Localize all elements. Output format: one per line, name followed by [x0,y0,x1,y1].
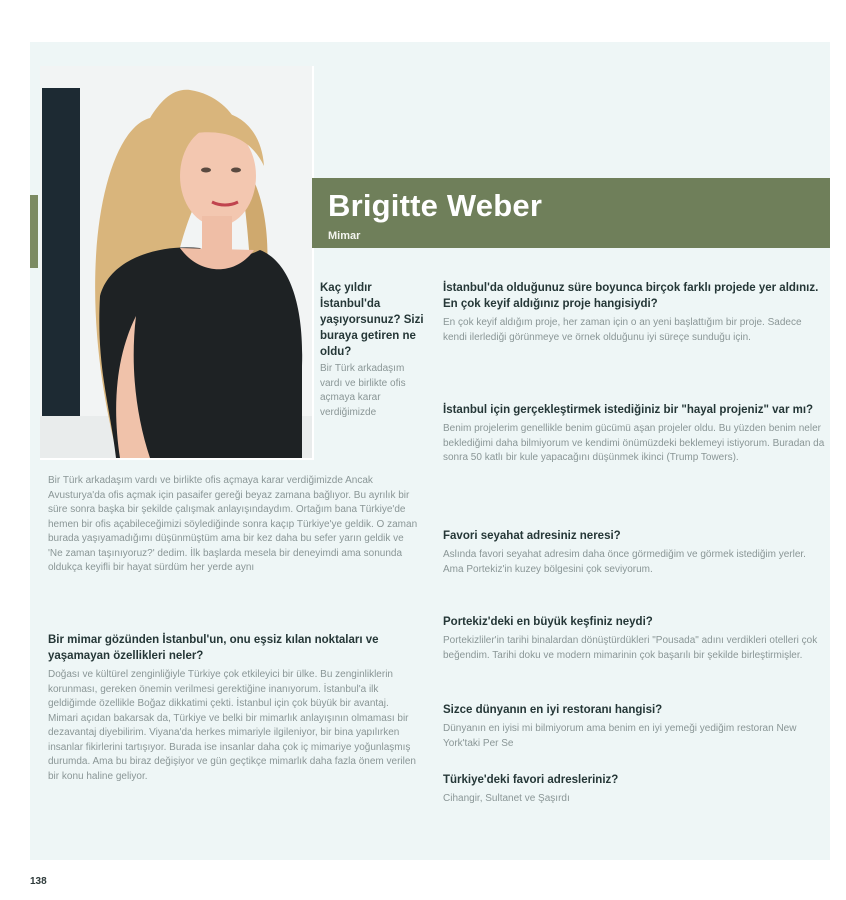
answer-8: Cihangir, Sultanet ve Şaşırdı [443,793,570,804]
question-8: Türkiye'deki favori adresleriniz? [443,774,619,786]
question-1: Kaç yıldır İstanbul'da yaşıyorsunuz? Sizi buraya getiren ne oldu? [320,282,424,358]
qa-block-6 [443,614,825,694]
answer-3: En çok keyif aldığım proje, her zaman için o an yeni başlattığım bir proje. Sadece kendi ilerlediği görünmeye ve örnek olduğunu iyi süreçe sunduğu için. [443,317,802,343]
answer-5: Aslında favori seyahat adresim daha önce görmediğim ve görmek istediğim yerler. Ama Portekiz'in kuzey bölgesini çok seviyorum. [443,549,806,575]
answer-1-part: Bir Türk arkadaşım vardı ve birlikte ofis açmaya karar verdiğimizde [320,363,406,418]
name-banner [312,178,830,248]
accent-bar [30,195,38,268]
question-2: Bir mimar gözünden İstanbul'un, onu eşsiz kılan noktaları ve yaşamayan özellikleri neler? [48,634,379,662]
question-5: Favori seyahat adresiniz neresi? [443,530,621,542]
qa-block-4 [443,402,825,514]
qa-block-2 [48,632,420,842]
question-4: İstanbul için gerçekleştirmek istediğiniz bir "hayal projeniz" var mı? [443,404,814,416]
question-7: Sizce dünyanın en iyi restoranı hangisi? [443,704,663,716]
person-name: Brigitte Weber [328,188,543,223]
qa-block-8 [443,772,825,812]
page-number: 138 [30,876,47,887]
answer-1-text: Bir Türk arkadaşım vardı ve birlikte ofis açmaya karar verdiğimizde Ancak Avusturya'da ofis açmak için pasaifer gereği beyaz zamana bağlıyor. Bu ayrılık bir süre sonra başka bir şekilde çalışmak anlayışındaydım. Ortağım bana Türkiye'de hemen bir ofis açabileceğimizi söylediğinde sonra kaçıp Türkiye'ye geldik. O zaman burada yaşıyamadığımı düşünmüştüm ama bir kez daha bu sefer yarın geldik ve 'Ne zaman taşınıyoruz?' dedim. İlk başlarda mesela bir deneyimdi ama sonunda oldukça keyifli bir hayat sürdüm her yerde aynı [48,475,418,573]
qa-block-3 [443,280,825,390]
qa-block-5 [443,528,825,608]
question-3: İstanbul'da olduğunuz süre boyunca birçok farklı projede yer aldınız. En çok keyif aldığınız proje hangisiydi? [443,282,819,310]
portrait-illustration [40,66,312,458]
person-role: Mimar [328,230,361,242]
answer-2: Doğası ve kültürel zenginliğiyle Türkiye çok etkileyici bir ülke. Bu zenginliklerin korunması, gereken önemin verilmesi gerektiğine inanıyorum. İstanbul'a ilk geldiğimde özellikle Boğaz dikkatimi çekti. İstanbul için çok büyük bir avantaj. Mimari açıdan bakarsak da, Türkiye ve belki bir mimarlık anlayışının olmaması bir dezavantaj diyebilirim. Viyana'da herkes mimariyle ilgileniyor, bir bina yapılırken insanlar fikirlerini tartışıyor. Burada ise insanlar daha çok iç mimariye yoğunlaşmış durumda. Ama bu biraz değişiyor ve gün geçtikçe mimarlık daha fazla önem verilen bir konu haline geliyor. [48,669,416,782]
answer-7: Dünyanın en iyisi mi bilmiyorum ama benim en iyi yemeği yediğim restoran New York'taki Per Se [443,723,797,749]
answer-6: Portekizliler'in tarihi binalardan dönüştürdükleri "Pousada" adını verdikleri otelleri çok beğendim. Tarihi doku ve modern mimarinin çok başarılı bir şekilde birleştirmişler. [443,635,818,661]
qa-block-7 [443,702,825,766]
answer-4: Benim projelerim genellikle benim gücümü aşan projeler oldu. Bu yüzden benim neler beklediğimi daha bilmiyorum ve kendimi önümüzdeki beklemeyi istiyorum. Buradan da sonra 50 katlı bir kule yapacağını düşünmek ikinci (Trump Towers). [443,423,825,463]
answer-1 [48,474,420,608]
question-6: Portekiz'deki en büyük keşfiniz neydi? [443,616,653,628]
portrait-photo [40,66,314,460]
qa-block-1 [320,280,425,468]
